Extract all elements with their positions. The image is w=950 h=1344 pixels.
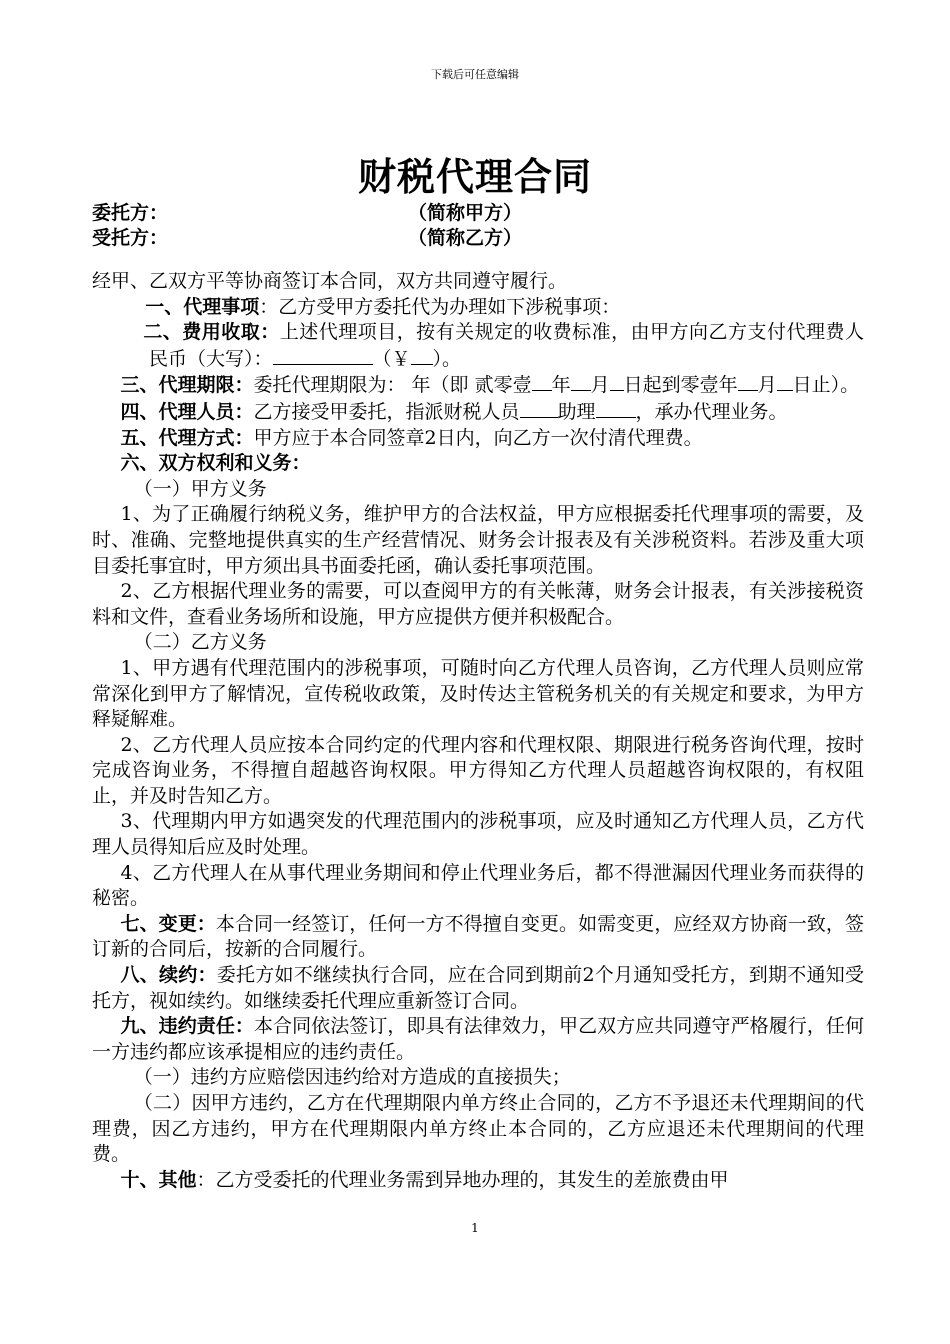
- section-2-label: 二、费用收取：: [143, 321, 280, 344]
- section-3-label: 三、代理期限：: [120, 374, 254, 397]
- section-8-text: 委托方如不继续执行合同，应在合同到期前2个月通知受托方，到期不通知受托方，视如续约。如继续委托代理应重新签订合同。: [92, 964, 864, 1012]
- agent-abbr: （简称乙方）: [408, 227, 523, 249]
- section-9-label: 九、违约责任：: [120, 1015, 254, 1038]
- intro-paragraph: 经甲、乙双方平等协商签订本合同，双方共同遵守履行。: [92, 270, 568, 292]
- start-month-blank: [571, 372, 591, 391]
- contract-body: [92, 269, 864, 1193]
- section-6-b4: 4、乙方代理人在从事代理业务期间和停止代理业务后，都不得泄漏因代理业务而获得的秘密。: [92, 861, 864, 910]
- section-5: [92, 426, 864, 452]
- header-note: 下载后可任意编辑: [431, 68, 519, 81]
- section-2-text: 上述代理项目，按有关规定的收费标准，由甲方向乙方支付代理费人民币（大写）：: [149, 321, 864, 370]
- section-4: [92, 399, 864, 426]
- section-10-label: 十、其他: [120, 1168, 197, 1191]
- document-title: 财税代理合同: [357, 154, 592, 199]
- section-9: [92, 1014, 864, 1065]
- section-7: [92, 912, 864, 963]
- section-10-text: ：乙方受委托的代理业务需到异地办理的，其发生的差旅费由甲: [196, 1168, 729, 1191]
- section-4-text-b: 助理: [557, 400, 596, 423]
- section-6-b1: 1、甲方遇有代理范围内的涉税事项，可随时向乙方代理人员咨询，乙方代理人员则应常常深化到甲方了解情况，宣传税收政策，及时传达主管税务机关的有关规定和要求，为甲方释疑解难。: [92, 656, 864, 731]
- section-7-label: 七、变更：: [120, 912, 216, 935]
- section-3-text-b: 年: [551, 374, 571, 397]
- section-3-text-d: 日起到零壹年: [623, 374, 738, 397]
- section-4-text-c: ，承办代理业务。: [635, 400, 788, 423]
- section-6-heading: 六、双方权利和义务：: [120, 452, 311, 475]
- section-4-text-a: 乙方接受甲委托，指派财税人员: [253, 400, 520, 423]
- section-6-sub-1: （一）甲方义务: [133, 477, 267, 500]
- section-5-label: 五、代理方式：: [120, 426, 254, 449]
- assistant-blank: [596, 399, 636, 418]
- section-3-text-f: 日止）。: [792, 374, 860, 397]
- section-4-label: 四、代理人员：: [120, 400, 254, 423]
- section-8-label: 八、续约：: [120, 964, 217, 987]
- section-7-text: 本合同一经签订，任何一方不得擅自变更。如需变更，应经双方协商一致，签订新的合同后，按新的合同履行。: [92, 912, 864, 961]
- section-6-sub-2: （二）乙方义务: [133, 631, 267, 654]
- section-10: [92, 1168, 864, 1194]
- section-9-text: 本合同依法签订，即具有法律效力，甲乙双方应共同遵守严格履行，任何一方违约都应该承提相应的违约责任。: [92, 1015, 864, 1063]
- end-month-blank: [738, 372, 758, 391]
- client-party-line: [92, 198, 872, 225]
- section-1: [92, 295, 864, 321]
- client-label: 委托方：: [92, 202, 169, 224]
- section-3: [92, 372, 864, 399]
- section-6-b3: 3、代理期内甲方如遇突发的代理范围内的涉税事项，应及时通知乙方代理人员，乙方代理人员得知后应及时处理。: [92, 810, 864, 859]
- client-abbr: （简称甲方）: [408, 202, 523, 224]
- section-3-text-c: 月: [590, 374, 610, 397]
- section-5-text: 甲方应于本合同签章2日内，向乙方一次付清代理费。: [253, 426, 703, 449]
- section-2-end: ）。: [432, 347, 462, 370]
- end-day-blank: [777, 372, 793, 391]
- tax-staff-blank: [520, 399, 558, 418]
- section-3-text-a: 委托代理期限为： 年（即 贰零壹: [253, 374, 532, 397]
- section-3-text-e: 月: [757, 374, 777, 397]
- fee-amount-blank: [273, 346, 373, 365]
- section-6-b2: 2、乙方代理人员应按本合同约定的代理内容和代理权限、期限进行税务咨询代理，按时完成咨询业务，不得擅自超越咨询权限。甲方得知乙方代理人员超越咨询权限的，有权阻止，并及时告知乙方。: [92, 733, 864, 807]
- agent-label: 受托方：: [92, 227, 169, 249]
- section-2-currency: （￥: [372, 347, 411, 370]
- section-9-c2: （二）因甲方违约，乙方在代理期限内单方终止合同的，乙方不予退还未代理期间的代理费，因乙方违约，甲方在代理期限内单方终止本合同的，乙方应退还未代理期间的代理费。: [92, 1092, 864, 1166]
- fee-number-blank: [411, 346, 433, 365]
- section-2: [92, 320, 864, 372]
- agent-party-line: [92, 223, 872, 250]
- section-1-label: 一、代理事项: [145, 295, 260, 318]
- section-6-a2: 2、乙方根据代理业务的需要，可以查阅甲方的有关帐薄，财务会计报表，有关涉接税资料和文件，查看业务场所和设施，甲方应提供方便并积极配合。: [92, 580, 864, 628]
- start-year-blank: [532, 372, 552, 391]
- page-number: 1: [471, 1221, 479, 1235]
- start-day-blank: [610, 372, 624, 391]
- section-8: [92, 963, 864, 1014]
- section-9-c1: （一）违约方应赔偿因违约给对方造成的直接损失；: [133, 1066, 571, 1089]
- section-1-text: ：乙方受甲方委托代为办理如下涉税事项：: [259, 295, 621, 318]
- section-6-a1: 1、为了正确履行纳税义务，维护甲方的合法权益，甲方应根据委托代理事项的需要，及时、准确、完整地提供真实的生产经营情况、财务会计报表及有关涉税资料。若涉及重大项目委托事宜时，甲方须出具书面委托函，确认委托事项范围。: [92, 503, 864, 577]
